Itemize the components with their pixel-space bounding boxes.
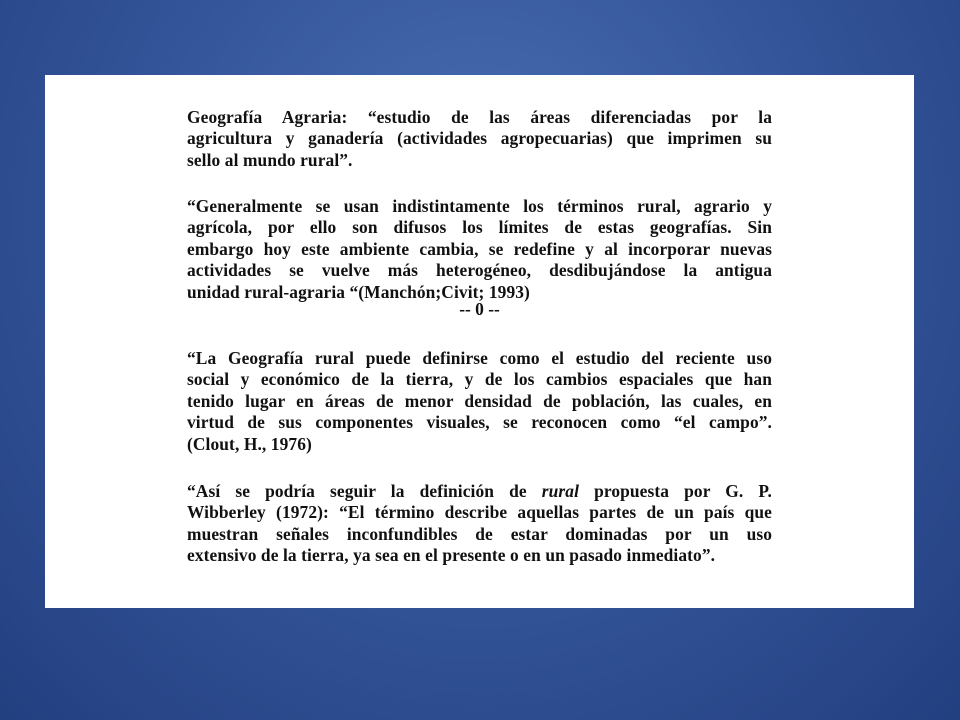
text-line: agrícola, por ello son difusos los límites de estas geografías. Sin [187,217,772,238]
text-segment: propuesta por G. P. [579,481,772,501]
text-line: “La Geografía rural puede definirse como el estudio del reciente uso [187,348,772,368]
paragraph-wibberley [187,481,772,567]
text-line: embargo hoy este ambiente cambia, se redefine y al incorporar nuevas [187,238,772,259]
text-segment: “Así se podría seguir la definición de [187,481,542,501]
text-line: sello al mundo rural”. [187,149,353,170]
text-line: actividades se vuelve más heterogéneo, desdibujándose la antigua [187,260,772,281]
text-line: muestran señales inconfundibles de estar dominadas por un uso [187,523,772,544]
paragraph-geografia-rural [187,348,772,455]
scanned-document-page [45,75,914,608]
text-line: Geografía Agraria: “estudio de las áreas diferenciadas por la [187,107,772,127]
text-line: Wibberley (1972): “El término describe aquellas partes de un país que [187,502,772,523]
text-line: social y económico de la tierra, y de los cambios espaciales que han [187,369,772,390]
text-line: virtud de sus componentes visuales, se reconocen como “el campo”. [187,412,772,433]
text-line: unidad rural-agraria “(Manchón;Civit; 1993) [187,281,530,302]
text-line [187,481,772,502]
text-line: tenido lugar en áreas de menor densidad de población, las cuales, en [187,390,772,411]
paragraph-geografia-agraria [187,107,772,171]
text-line: extensivo de la tierra, ya sea en el presente o en un pasado inmediato”. [187,545,716,566]
paragraph-generalmente [187,196,772,303]
text-line: agricultura y ganadería (actividades agropecuarias) que imprimen su [187,128,772,149]
italic-term-rural: rural [541,481,579,501]
text-line: (Clout, H., 1976) [187,433,312,454]
text-line: “Generalmente se usan indistintamente los términos rural, agrario y [187,196,772,216]
section-separator: -- 0 -- [459,299,500,319]
